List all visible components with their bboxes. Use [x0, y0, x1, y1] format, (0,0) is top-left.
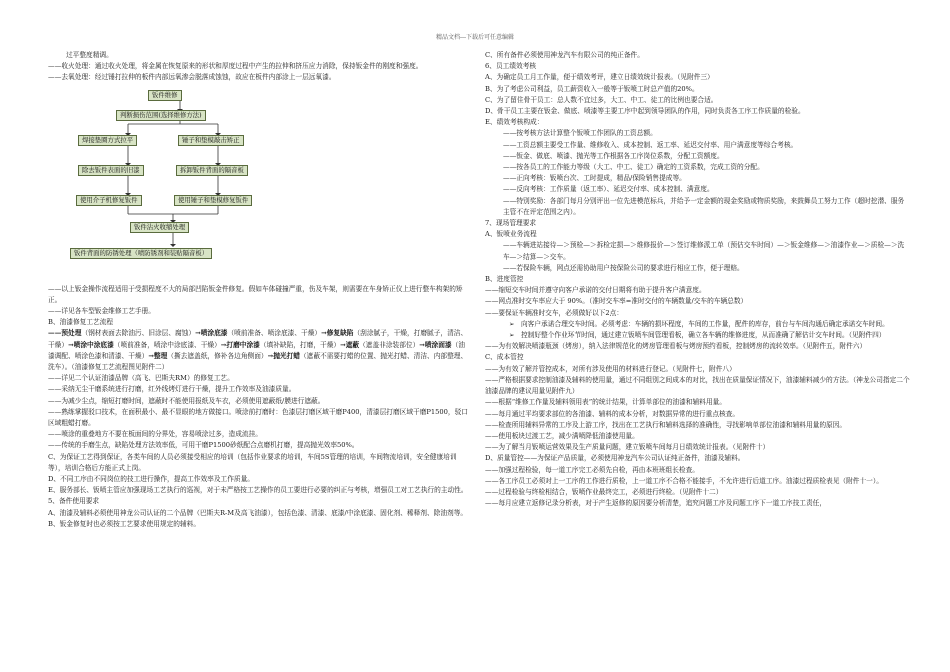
flow-detail: （钢材表面去除油污、旧涂层、腐蚀）	[81, 329, 196, 338]
flow-step: →修复缺陷	[321, 329, 354, 338]
text-line: ——车辆进站接待—＞预检—＞拆检定损—＞维修报价—＞签订维修派工单（预估交车时间）—＞钣金维修—＞油漆作业—＞质检—＞洗车—＞结算—＞交车。	[503, 241, 905, 261]
text-line: ——每月通过平均要求部位的各油漆、辅料的成本分析，对数据异常的进行重点核查。	[485, 409, 740, 418]
flow-step: →喷涂底漆	[195, 329, 228, 338]
text-line: ——每月应建立返修记录分析表，对于产生返修的原因要分析清楚，追究问题工序及问题工序下一道工序技工责任，	[485, 499, 827, 508]
text-line: A、油漆及辅料必须使用神龙公司认证的二个品牌（巴斯夫R-M及高飞油漆），包括色漆、清漆、底漆/中涂底漆、固化剂、稀释剂、除油剂等。	[48, 508, 468, 517]
text-line: ——若保险车辆，网点还需协助用户按保险公司的要求进行相应工作，便于理赔。	[503, 263, 744, 272]
bullet-text: 向客户承诺合理交车时间。必须考虑：车辆的损坏程度，车间的工作量，配件的库存，前台与车间沟通后确定承诺交车时间。	[521, 319, 889, 328]
flow-detail: （喷前准备，喷涂中涂底漆、干燥）	[113, 340, 221, 349]
text-line: ——详见各车型钣金维修工艺手册。	[48, 307, 155, 316]
text-line: ——以上钣金操作流程适用于受损程度不大的局部凹陷钣金件修复。假如车体碰撞严重，伤及车架，则需要在车身矫正仪上进行整车构架的矫正。	[48, 284, 463, 304]
text-line: B、钣金修复时也必须按工艺要求使用规定的辅料。	[48, 519, 201, 528]
text-line: ——为减少尘点，缩短打磨时间，遮蔽时不能使用报纸及车衣，必须使用遮蔽纸/膜进行遮蔽。	[48, 396, 325, 405]
flow-detail: （遮盖非涂装部位）	[359, 340, 420, 349]
text-line: D、不同工序由不同岗位的技工进行操作，提高工作效率及工作质量。	[48, 475, 254, 484]
text-line: ——检查所用辅料异常的工序及上游工序，找出在工艺执行和辅料选择的准确性，寻找影响单部位油漆和辅料用量的原因。	[485, 420, 847, 429]
flow-step: →打磨中涂漆	[220, 340, 260, 349]
flow-detail: （喷前准备、喷涂底漆、干燥）	[227, 329, 322, 338]
flow-node-remove-insulation: 拆卸钣件背面的隔音板	[176, 165, 248, 176]
text-line: ——为有效解决喷漆瓶颈（烤房），纳入法律规范化的烤房管理看板与烤房预约看板，控制烤房的流转效率。（见附件五，附件六）	[485, 342, 867, 351]
text-line: ——为有效了解并管控成本，对所有涉及使用的材料进行登记。（见附件七，附件八）	[485, 364, 736, 373]
text-line: B、进度管控	[485, 275, 524, 284]
section-heading: 7、现场管理要求	[485, 219, 537, 228]
text-line: ——收火处理：通过收火处理，将金属在恢复原来的形状和厚度过程中产生的拉伸和挤压应力消除，保持钣金件的刚度和强度。	[48, 62, 423, 71]
flow-step: →喷涂中涂底漆	[68, 340, 114, 349]
flow-step: →遮蔽	[340, 340, 360, 349]
text-line: ——要保证车辆准时交车，必须做好以下2点：	[485, 308, 624, 317]
text-line: ——去氧处理：经过锤打拉伸的板件内部远氧渗会脱落成蚀蚀，故应在板件内部涂上一层远氧漆。	[48, 73, 336, 82]
text-line: ——缩短交车时间并遵守向客户承诺的交付日期将有助于提升客户满意度。	[485, 286, 706, 295]
flow-step: →抛光打蜡	[267, 351, 300, 360]
flow-node-weld-pull: 焊接垫圈方式拉平	[78, 135, 137, 146]
flow-node-hammer-correct: 锤子和垫模敲击矫正	[178, 135, 244, 146]
text-line: ——根据“维修工作量及辅料领用表”的统计结果，计算单部位的油漆和辅料用量。	[485, 398, 726, 407]
text-line: ——钣金、做底、喷漆、抛光等工作根据各工序岗位系数，分配工资额度。	[503, 151, 724, 160]
bullet-item	[485, 319, 910, 330]
flow-node-shrink-treatment: 钣件沾火收缩处理	[130, 222, 189, 233]
text-line: ——按考核方法计算整个钣喷工作团队的工资总额。	[503, 129, 657, 138]
text-line: C、所有备件必须使用神龙汽车有限公司的纯正备件。	[485, 51, 644, 59]
right-column	[485, 50, 910, 509]
section-heading: 6、员工绩效考核	[485, 62, 537, 71]
flow-step: →喷涂面漆	[419, 340, 452, 349]
bullet-text: 控制好整个作业环节时间，通过建立钣喷车间管理看板，确立各车辆的维修进度，从而准确了解估计交车时间。（见附件四）	[521, 331, 886, 340]
text-line: ——详见二个认证油漆品牌（高飞、巴斯夫RM）的修复工艺。	[48, 374, 234, 383]
flow-node-damage-assessment: 判断损伤范围(选择维修方法)	[116, 110, 206, 121]
flow-node-hammer-dolly-repair: 使用锤子和垫模修复钣件	[174, 195, 252, 206]
flow-detail: （填补缺陷，打磨，干燥）	[259, 340, 341, 349]
text-line: ——严格根据要求控制油漆及辅料的使用量，通过不同组别之间成本的对比，找出在质量保证情况下，油漆辅料减少的方法。（神龙公司指定二个油漆品牌的建议用量见附件九）	[485, 375, 910, 396]
text-line: A、钣喷业务流程	[485, 230, 537, 239]
text-line: ——使用板块过渡工艺，减少满喷降低油漆使用量。	[485, 431, 639, 440]
text-line: ——反向考核：工作质量（返工率）、延迟交付率、成本控制、满意度。	[503, 185, 714, 194]
text-line: ——过程检验与终检相结合，钣喷作业最终完工，必须进行终检。（见附件十二）	[485, 487, 723, 496]
text-line: ——加强过程检验，每一道工序完工必须先自检，再由本班班组长检查。	[485, 465, 699, 474]
left-column	[48, 50, 468, 530]
section-heading: 5、备件使用要求	[48, 497, 100, 506]
flowchart	[48, 88, 468, 278]
flow-detail: （刮涂腻子，干燥，打磨腻子，清洁、干燥）	[48, 329, 468, 349]
flow-detail: （撕去遮盖纸，修补各边角侧面）	[167, 351, 268, 360]
text-line: ——网点准时交车率应大于 90%。（准时交车率=准时交付的车辆数量/交车的车辆总数）	[485, 297, 748, 306]
flow-node-sheet-repair: 钣件维修	[148, 90, 182, 101]
text-line: C、为保证工艺得到保证，各类车间的人员必须接受相应的培训（包括作业要求的培训，车间5S管理的培训，车间物流培训，安全健康培训等），培训合格后方能正式上岗。	[48, 452, 457, 472]
text-line: ——喷涂的重叠地方不要在板面间的分界处，容易喷涂过多，造成流挂。	[48, 430, 262, 439]
page-header: 精品文档---下载后可任意编辑	[435, 34, 515, 41]
arrow-bullet-icon: ➢	[509, 331, 515, 340]
text-line: D、质量管控——为保证产品质量，必须使用神龙汽车公司认证纯正备件，油漆及辅料。	[485, 454, 745, 463]
flow-step: ——预处理	[48, 329, 82, 338]
text-line: ——为了解当月钣喷运营效果及生产质量问题，建立钣喷车间每月日绩效统计报表。（见附件十）	[485, 443, 770, 452]
flow-step: →整理	[148, 351, 168, 360]
arrow-bullet-icon: ➢	[509, 319, 515, 328]
bullet-item	[485, 330, 910, 341]
text-line: ——各工序员工必须对上一工序的工作进行质检，上一道工序不合格不能接手，不允许进行后道工序。油漆过程质检表见（附件十一）。	[485, 476, 883, 485]
flow-detail: （遮蔽不需要打蜡的位置、抛光打蜡、清洁、内部整理、洗车）。（油漆修复工艺流程图见附件二）	[48, 351, 468, 372]
section-heading: B、油漆修复工艺流程	[48, 318, 114, 327]
text-line: E、服务部长、钣喷主管应加强现场工艺执行的巡视，对于未严格按工艺操作的员工要进行必要的纠正与考核，增强员工对工艺执行的主动性。	[48, 486, 468, 495]
text-line: ——按各员工的工作能力等级（大工、中工、徒工）确定的工资系数，完成工资的分配。	[503, 163, 764, 172]
text-line: C、成本管控	[485, 353, 524, 362]
text-line: ——传统的手磨生点，缺陷处理方法效率低，可用干磨P1500砂纸配合点磨机打磨，提高抛光效率50%。	[48, 441, 359, 450]
flow-detail: （油漆调配、喷涂色漆和清漆、干燥）	[48, 340, 465, 360]
flow-node-stud-welder-repair: 使用介子机修复钣件	[76, 195, 142, 206]
text-line: B、为了考虑公司利益，员工薪资收入一般等于钣喷工时总产值的20%。	[485, 84, 699, 93]
text-line: ——采纳无尘干磨系统进行打磨，红外线烤灯进行干燥，提升工作效率及油漆质量。	[48, 385, 296, 394]
text-line: ——正向考核：钣喷台次、工时提成，精品/保险销售提成等。	[503, 174, 686, 183]
text-line: E、绩效考核构成：	[485, 118, 544, 127]
text-line: C、为了留住骨干员工：总人数不宜过多，大工、中工、徒工的比例也要合适。	[485, 95, 718, 104]
text-line: ——工资总额主要受工作量、维修收入、成本控制、返工率、延迟交付率、用户满意度等综合考核。	[503, 140, 798, 149]
text-line: 过平整度精调。	[66, 51, 113, 59]
paint-process-flow	[48, 328, 468, 373]
flow-node-remove-paint: 除去钣件表面的旧漆	[78, 165, 144, 176]
text-line: ——熟练掌握驳口技术，在面积最小、最不显眼的地方做接口。喷涂前打磨时：色漆层打磨区域干磨P400，清漆层打磨区域干磨P1500，驳口区域粗蜡打磨。	[48, 407, 468, 428]
text-line: D、骨干员工主要在钣金、做底、喷漆等主要工序中起到领导团队的作用，同时负责各工序工作质量的检验。	[485, 107, 805, 116]
text-line: A、为确定员工月工作量，便于绩效考评，建立日绩效统计报表。（见附件三）	[485, 73, 714, 82]
text-line: ——特别奖励：各部门每月分别评出一位先进模范标兵，并给予一定金额的现金奖励或物质奖励，来鼓舞员工努力工作（超时挖潜、服务主管不在评定范围之内）。	[503, 196, 905, 216]
flow-node-rust-proofing: 钣件背面的防锈处理（喷防锈剂和装贴隔音板）	[70, 248, 212, 259]
